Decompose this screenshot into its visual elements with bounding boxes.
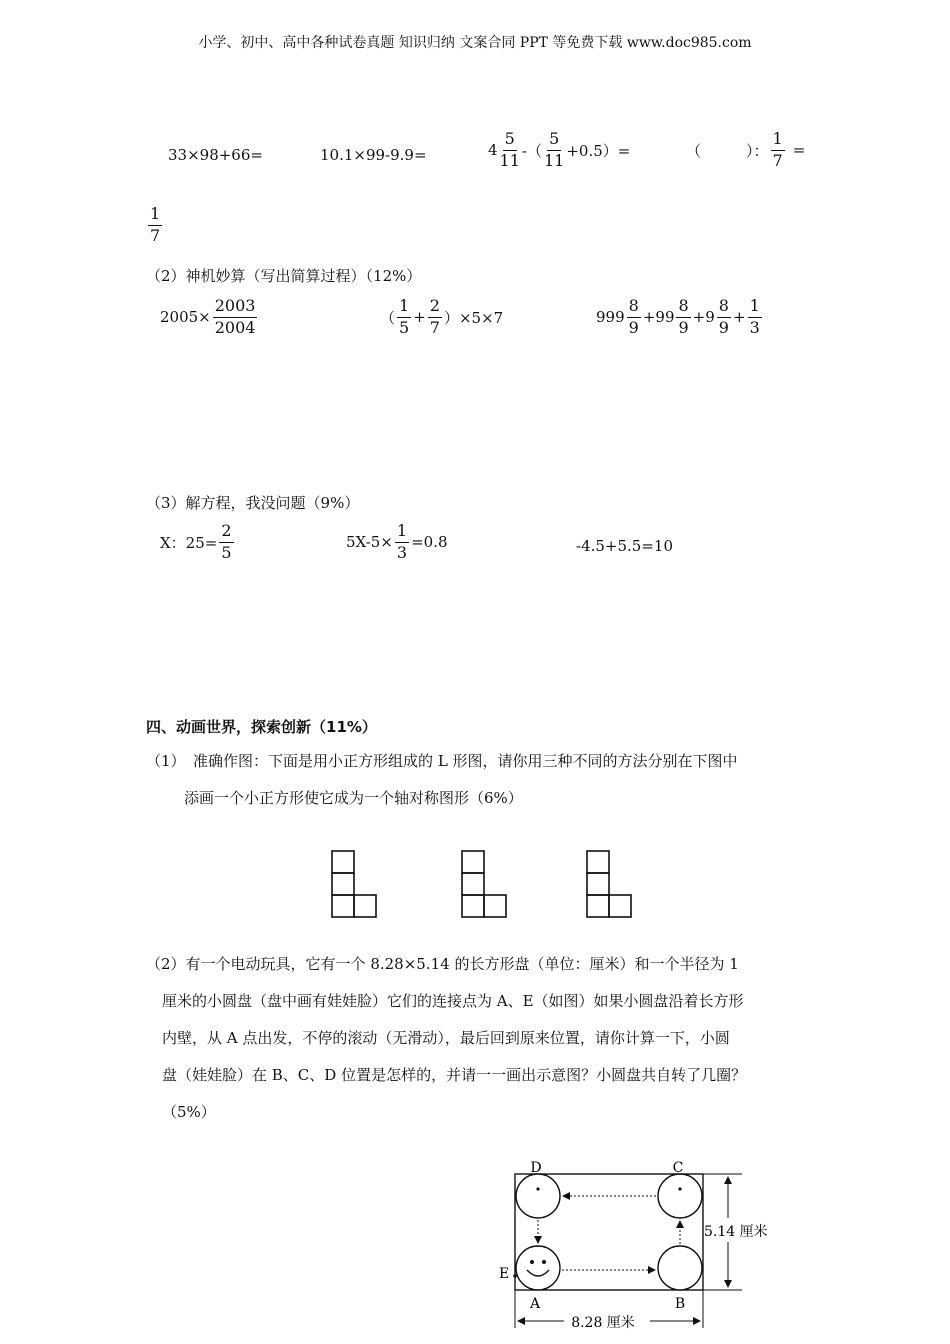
expression-text: +0.5）= <box>566 141 631 160</box>
calc-expression-1: 33×98+66= <box>168 146 263 164</box>
fraction: $\frac{5}{11}$ <box>499 129 520 170</box>
width-label: 8.28 厘米 <box>571 1315 635 1331</box>
expression-text: -（ <box>521 141 542 160</box>
q2-line-3: 内壁，从 A 点出发，不停的滚动（无滑动），最后回到原来位置，请你计算一下，小圆 <box>162 1029 730 1047</box>
expression-text: 2005× <box>160 308 211 327</box>
rolling-disc-diagram <box>490 1156 790 1342</box>
disc-d <box>516 1174 560 1218</box>
simplify-expression-3 <box>596 298 764 337</box>
q2-line-4: 盘（娃娃脸）在 B、C、D 位置是怎样的，并请一一画出示意图？小圆盘共自转了几圈？ <box>162 1066 747 1084</box>
calc-expression-2: 10.1×99-9.9= <box>320 146 427 164</box>
equation-1 <box>160 523 236 562</box>
fraction: $\frac{8}{9}$ <box>718 296 729 337</box>
disc-c <box>658 1174 702 1218</box>
disc-b <box>658 1246 702 1290</box>
ratio-continued <box>146 206 164 245</box>
expression-text: =0.8 <box>411 533 448 552</box>
q1-line-2: 添画一个小正方形使它成为一个轴对称图形（6%） <box>184 789 523 807</box>
label-a: A <box>529 1296 541 1312</box>
disc-a-face <box>516 1246 560 1290</box>
point-e-dot <box>513 1274 517 1278</box>
l-shape-2 <box>462 851 506 917</box>
q2-line-2: 厘米的小圆盘（盘中画有娃娃脸）它们的连接点为 A、E（如图）如果小圆盘沿着长方形 <box>162 992 744 1010</box>
face-left-eye <box>530 1260 534 1264</box>
part3-title: （3）解方程，我没问题（9%） <box>146 494 360 512</box>
fraction: $\frac{2003}{2004}$ <box>214 296 256 337</box>
l-shape-3 <box>587 851 631 917</box>
fraction: $\frac{1}{3}$ <box>749 296 760 337</box>
l-shape-figures <box>320 845 650 921</box>
answer-blank: （ ）： <box>686 141 769 160</box>
expression-text: +9 <box>692 308 715 327</box>
simplify-expression-2 <box>380 298 503 337</box>
equals-sign: = <box>792 141 806 160</box>
disc-d-dot <box>536 1187 539 1190</box>
label-d: D <box>530 1160 542 1176</box>
fraction: $\frac{1}{7}$ <box>772 129 783 170</box>
part2-title: （2）神机妙算（写出简算过程）（12%） <box>146 267 422 285</box>
height-label: 5.14 厘米 <box>704 1224 768 1240</box>
expression-text: 999 <box>596 308 625 327</box>
fraction: $\frac{1}{3}$ <box>396 521 408 562</box>
face-right-eye <box>542 1260 546 1264</box>
equation-2 <box>346 523 448 562</box>
fraction: $\frac{1}{7}$ <box>150 204 161 245</box>
fraction: $\frac{1}{5}$ <box>399 296 410 337</box>
label-e: E <box>499 1266 510 1282</box>
expression-text: （ <box>380 308 396 327</box>
fraction: $\frac{5}{11}$ <box>543 129 565 170</box>
equation-3: -4.5+5.5=10 <box>576 537 674 555</box>
fraction: $\frac{8}{9}$ <box>628 296 639 337</box>
page-header: 小学、初中、高中各种试卷真题 知识归纳 文案合同 PPT 等免费下载 www.doc985.com <box>198 35 752 51</box>
ratio-blank-expression <box>686 131 805 170</box>
expression-text: 5X-5× <box>346 533 393 552</box>
label-b: B <box>674 1296 686 1312</box>
fraction: $\frac{2}{5}$ <box>221 521 232 562</box>
expression-text: ）×5×7 <box>443 308 504 327</box>
expression-text: + <box>413 308 426 327</box>
mixed-whole: 4 <box>488 141 498 160</box>
l-shape-1 <box>332 851 376 917</box>
fraction: $\frac{8}{9}$ <box>678 296 689 337</box>
simplify-expression-1 <box>160 298 259 337</box>
expression-text: X：25= <box>160 533 218 552</box>
disc-c-dot <box>678 1187 681 1190</box>
q1-line-1: （1） 准确作图：下面是用小正方形组成的 L 形图，请你用三种不同的方法分别在下图中 <box>146 752 738 770</box>
calc-expression-3 <box>488 131 630 170</box>
label-c: C <box>672 1160 684 1176</box>
q2-line-5: （5%） <box>162 1103 216 1121</box>
fraction: $\frac{2}{7}$ <box>429 296 440 337</box>
section4-title: 四、动画世界，探索创新（11%） <box>146 718 377 736</box>
expression-text: + <box>732 308 746 327</box>
expression-text: +99 <box>642 308 675 327</box>
q2-line-1: （2）有一个电动玩具，它有一个 8.28×5.14 的长方形盘（单位：厘米）和一个半径为 1 <box>146 955 739 973</box>
